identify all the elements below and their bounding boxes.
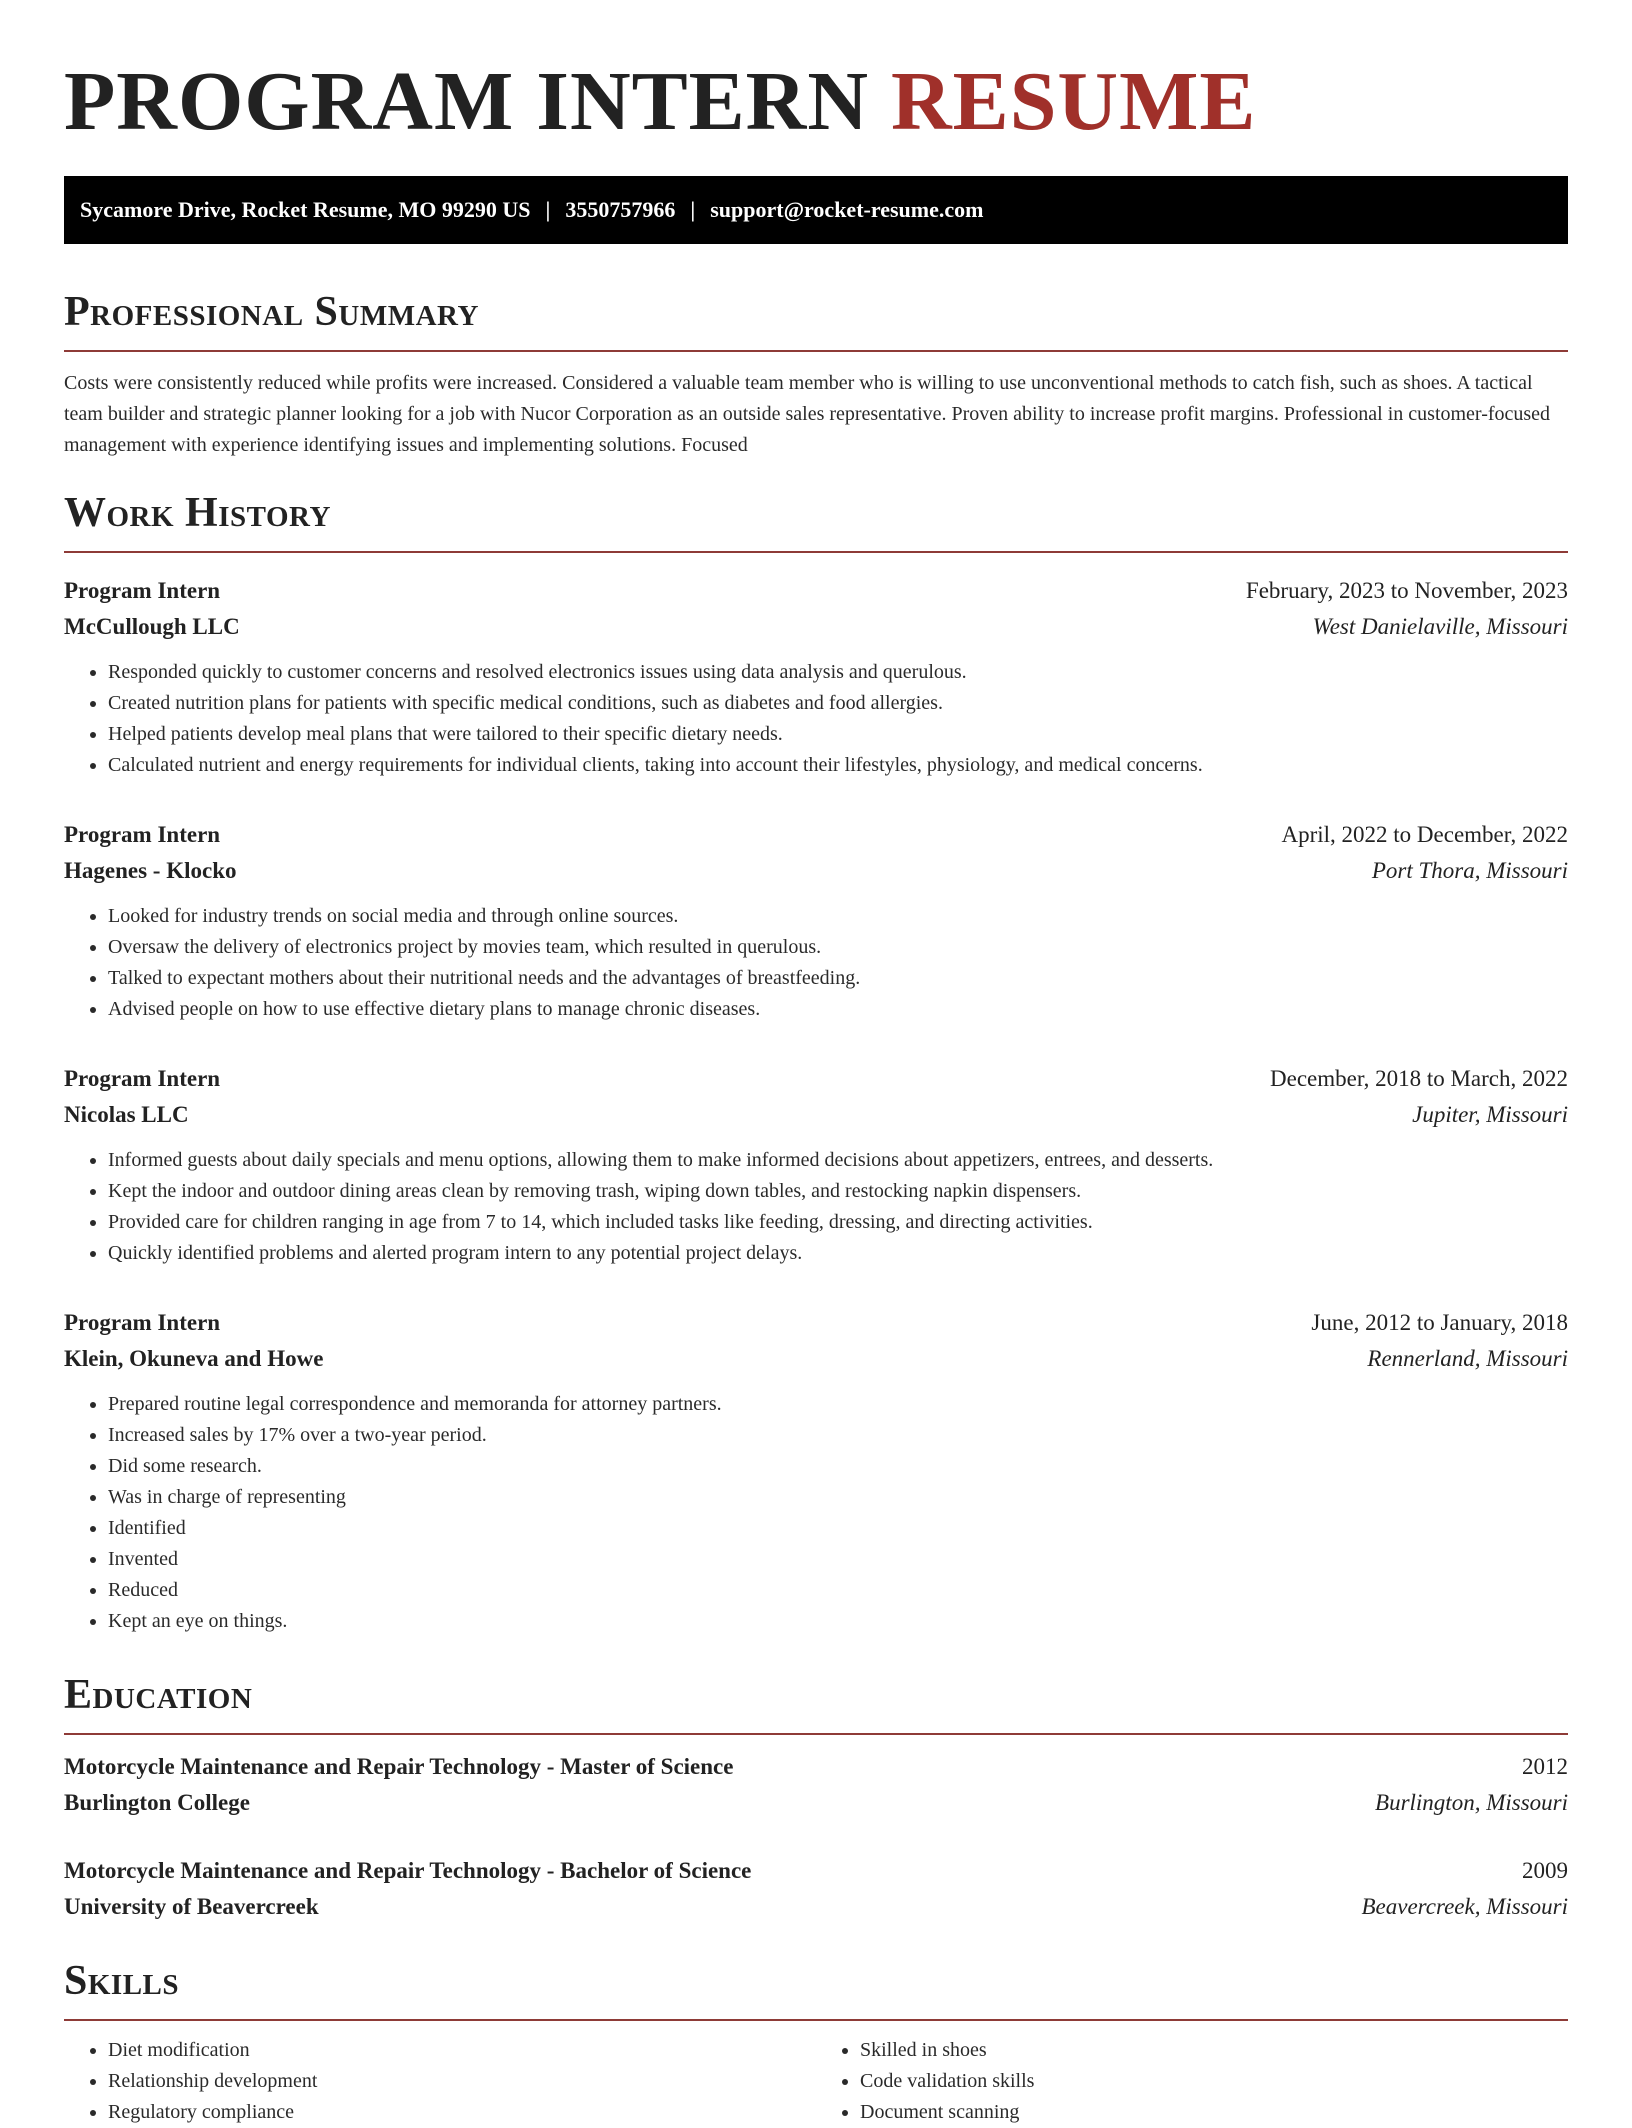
job-company: Klein, Okuneva and Howe xyxy=(64,1346,324,1371)
job-bullet: • Kept the indoor and outdoor dining areas clean by removing trash, wiping down tables, and restocking napkin dispensers. xyxy=(108,1176,1568,1207)
degree-year: 2009 xyxy=(1522,1858,1568,1883)
job-bullets xyxy=(64,1145,1568,1269)
job-entry xyxy=(64,573,1568,781)
skill-item: • Regulatory compliance xyxy=(108,2097,816,2128)
job-bullet: • Responded quickly to customer concerns and resolved electronics issues using data analysis and querulous. xyxy=(108,657,1568,688)
job-bullets xyxy=(64,901,1568,1025)
work-history-heading: Work History xyxy=(64,487,1568,553)
education-entry xyxy=(64,1853,1568,1925)
school-name: University of Beavercreek xyxy=(64,1894,319,1919)
degree-name: Motorcycle Maintenance and Repair Technology - Bachelor of Science xyxy=(64,1858,752,1883)
job-bullet: • Was in charge of representing xyxy=(108,1482,1568,1513)
job-title: Program Intern xyxy=(64,1066,221,1091)
job-company: Hagenes - Klocko xyxy=(64,858,237,883)
job-title: Program Intern xyxy=(64,822,221,847)
title-main: PROGRAM INTERN xyxy=(64,55,869,148)
job-company: McCullough LLC xyxy=(64,614,240,639)
job-location: Port Thora, Missouri xyxy=(1371,858,1568,883)
contact-bar xyxy=(64,176,1568,244)
education-entry xyxy=(64,1749,1568,1821)
job-entry xyxy=(64,1061,1568,1269)
skills-column-right xyxy=(816,2035,1568,2128)
job-bullet: • Talked to expectant mothers about their nutritional needs and the advantages of breastfeeding. xyxy=(108,963,1568,994)
job-bullet: • Did some research. xyxy=(108,1451,1568,1482)
job-location: Rennerland, Missouri xyxy=(1367,1346,1568,1371)
job-dates: February, 2023 to November, 2023 xyxy=(1245,578,1568,603)
school-location: Beavercreek, Missouri xyxy=(1361,1894,1568,1919)
job-bullet: • Invented xyxy=(108,1544,1568,1575)
job-company: Nicolas LLC xyxy=(64,1102,189,1127)
degree-name: Motorcycle Maintenance and Repair Technology - Master of Science xyxy=(64,1754,734,1779)
title-accent: RESUME xyxy=(891,55,1257,148)
skills-column-left xyxy=(64,2035,816,2128)
skills-heading: Skills xyxy=(64,1955,1568,2021)
resume-title xyxy=(64,0,1568,152)
job-bullet: • Kept an eye on things. xyxy=(108,1606,1568,1637)
job-bullet: • Calculated nutrient and energy requirements for individual clients, taking into account their lifestyles, physiology, and medical concerns. xyxy=(108,750,1568,781)
summary-text: Costs were consistently reduced while profits were increased. Considered a valuable team member who is willing to use unconventional methods to catch fish, such as shoes. A tactical team builder and strategic planner looking for a job with Nucor Corporation as an outside sales representative. Proven ability to increase profit margins. Professional in customer-focused management with experience identifying issues and implementing solutions. Focused xyxy=(64,372,1551,456)
job-entry xyxy=(64,1305,1568,1637)
job-dates: December, 2018 to March, 2022 xyxy=(1270,1066,1568,1091)
job-bullet: • Oversaw the delivery of electronics project by movies team, which resulted in querulous. xyxy=(108,932,1568,963)
job-bullet: • Identified xyxy=(108,1513,1568,1544)
job-dates: April, 2022 to December, 2022 xyxy=(1281,822,1568,847)
skill-item: • Relationship development xyxy=(108,2066,816,2097)
job-location: West Danielaville, Missouri xyxy=(1312,614,1568,639)
degree-year: 2012 xyxy=(1522,1754,1568,1779)
job-dates: June, 2012 to January, 2018 xyxy=(1311,1310,1568,1335)
job-bullet: • Provided care for children ranging in age from 7 to 14, which included tasks like feeding, dressing, and directing activities. xyxy=(108,1207,1568,1238)
contact-phone: 3550757966 xyxy=(565,197,676,222)
job-bullet: • Helped patients develop meal plans that were tailored to their specific dietary needs. xyxy=(108,719,1568,750)
skill-item: • Code validation skills xyxy=(860,2066,1568,2097)
school-name: Burlington College xyxy=(64,1790,250,1815)
job-title: Program Intern xyxy=(64,1310,221,1335)
job-bullets xyxy=(64,1389,1568,1637)
job-bullet: • Reduced xyxy=(108,1575,1568,1606)
contact-separator: | xyxy=(545,197,551,222)
job-location: Jupiter, Missouri xyxy=(1412,1102,1568,1127)
job-bullet: • Looked for industry trends on social media and through online sources. xyxy=(108,901,1568,932)
job-bullet: • Increased sales by 17% over a two-year period. xyxy=(108,1420,1568,1451)
skills-list xyxy=(64,2035,1568,2128)
contact-address: Sycamore Drive, Rocket Resume, MO 99290 US xyxy=(80,197,531,222)
job-bullet: • Advised people on how to use effective dietary plans to manage chronic diseases. xyxy=(108,994,1568,1025)
school-location: Burlington, Missouri xyxy=(1375,1790,1568,1815)
job-bullets xyxy=(64,657,1568,781)
summary-heading: Professional Summary xyxy=(64,286,1568,352)
job-bullet: • Informed guests about daily specials and menu options, allowing them to make informed decisions about appetizers, entrees, and desserts. xyxy=(108,1145,1568,1176)
job-title: Program Intern xyxy=(64,578,221,603)
skill-item: • Diet modification xyxy=(108,2035,816,2066)
job-bullet: • Prepared routine legal correspondence and memoranda for attorney partners. xyxy=(108,1389,1568,1420)
skill-item: • Document scanning xyxy=(860,2097,1568,2128)
contact-email: support@rocket-resume.com xyxy=(710,197,984,222)
contact-separator: | xyxy=(690,197,696,222)
job-bullet: • Created nutrition plans for patients with specific medical conditions, such as diabetes and food allergies. xyxy=(108,688,1568,719)
job-entry xyxy=(64,817,1568,1025)
education-heading: Education xyxy=(64,1669,1568,1735)
job-bullet: • Quickly identified problems and alerted program intern to any potential project delays. xyxy=(108,1238,1568,1269)
skill-item: • Skilled in shoes xyxy=(860,2035,1568,2066)
